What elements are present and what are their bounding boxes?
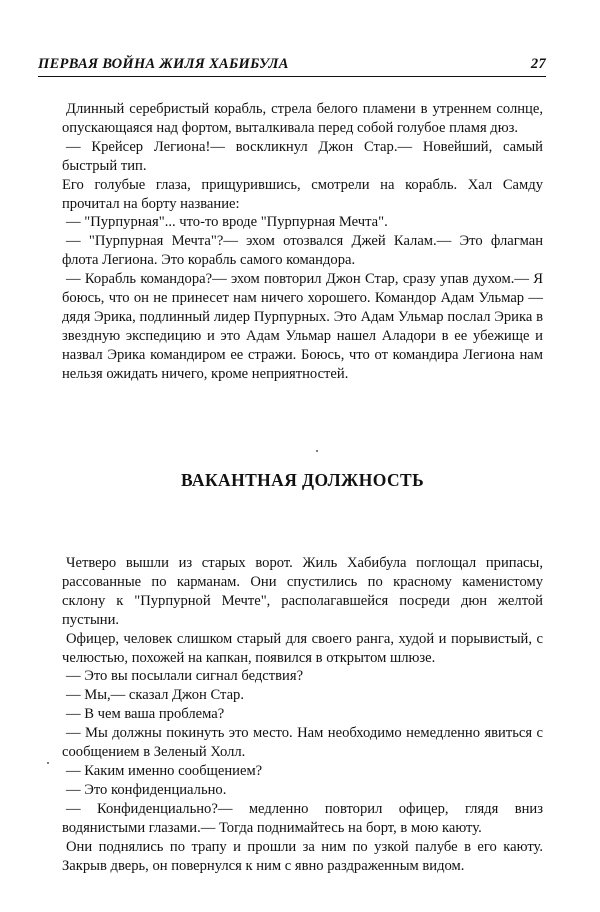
- print-speck: [316, 450, 318, 452]
- paragraph: Четверо вышли из старых ворот. Жиль Хабибула поглощал припасы, рассованные по карманам. Они спустились по красному каменистому склону к "Пурпурной Мечте", располагавшейся посреди дюн желтой пустыни.: [62, 555, 543, 628]
- section-title: ВАКАНТНАЯ ДОЛЖНОСТЬ: [180, 470, 425, 490]
- paragraph: — В чем ваша проблема?: [66, 706, 225, 723]
- text-block-2: [62, 554, 543, 875]
- paragraph: — Корабль командора?— эхом повторил Джон Стар, сразу упав духом.— Я боюсь, что он не принесет нам ничего хорошего. Командор Адам Ульмар — дядя Эрика, подлинный лидер Пурпурных. Это Адам Ульмар послал Эрика в звездную экспедицию и это Адам Ульмар нашел Аладори в ее убежище и назвал Эрика командиром ее стражи. Боюсь, что от командира Легиона нам нельзя ожидать ничего, кроме неприятностей.: [62, 271, 543, 382]
- paragraph: — Мы,— сказал Джон Стар.: [66, 687, 244, 704]
- paragraph: — Крейсер Легиона!— воскликнул Джон Стар.— Новейший, самый быстрый тип.: [62, 138, 543, 174]
- paragraph: — Каким именно сообщением?: [66, 762, 263, 779]
- paragraph: Они поднялись по трапу и прошли за ним по узкой палубе в его каюту. Закрыв дверь, он повернулся к ним с явно раздраженным видом.: [62, 838, 543, 874]
- paragraph: Офицер, человек слишком старый для своего ранга, худой и порывистый, с челюстью, похожей на капкан, появился в открытом шлюзе.: [62, 630, 543, 666]
- page-number: 27: [530, 56, 546, 72]
- text-block-1: [62, 100, 543, 384]
- paragraph: — "Пурпурная Мечта"?— эхом отозвался Джей Калам.— Это флагман флота Легиона. Это корабль самого командора.: [62, 233, 543, 269]
- paragraph: — "Пурпурная"... что-то вроде "Пурпурная Мечта".: [66, 214, 388, 231]
- print-speck: [47, 762, 49, 764]
- paragraph: — Конфиденциально?— медленно повторил офицер, глядя вниз водянистыми глазами.— Тогда поднимайтесь на борт, в мою каюту.: [62, 800, 543, 836]
- paragraph: — Мы должны покинуть это место. Нам необходимо немедленно явиться с сообщением в Зеленый Холл.: [62, 725, 543, 761]
- header-rule: [38, 76, 546, 77]
- paragraph: Его голубые глаза, прищурившись, смотрели на корабль. Хал Самду прочитал на борту название:: [62, 176, 543, 212]
- running-title: ПЕРВАЯ ВОЙНА ЖИЛЯ ХАБИБУЛА: [38, 56, 289, 72]
- paragraph: Длинный серебристый корабль, стрела белого пламени в утреннем солнце, опускающаяся над фортом, выталкивала перед собой голубое пламя дюз.: [62, 101, 543, 136]
- running-head: [38, 56, 546, 73]
- paragraph: — Это конфиденциально.: [66, 781, 227, 798]
- paragraph: — Это вы посылали сигнал бедствия?: [66, 668, 304, 685]
